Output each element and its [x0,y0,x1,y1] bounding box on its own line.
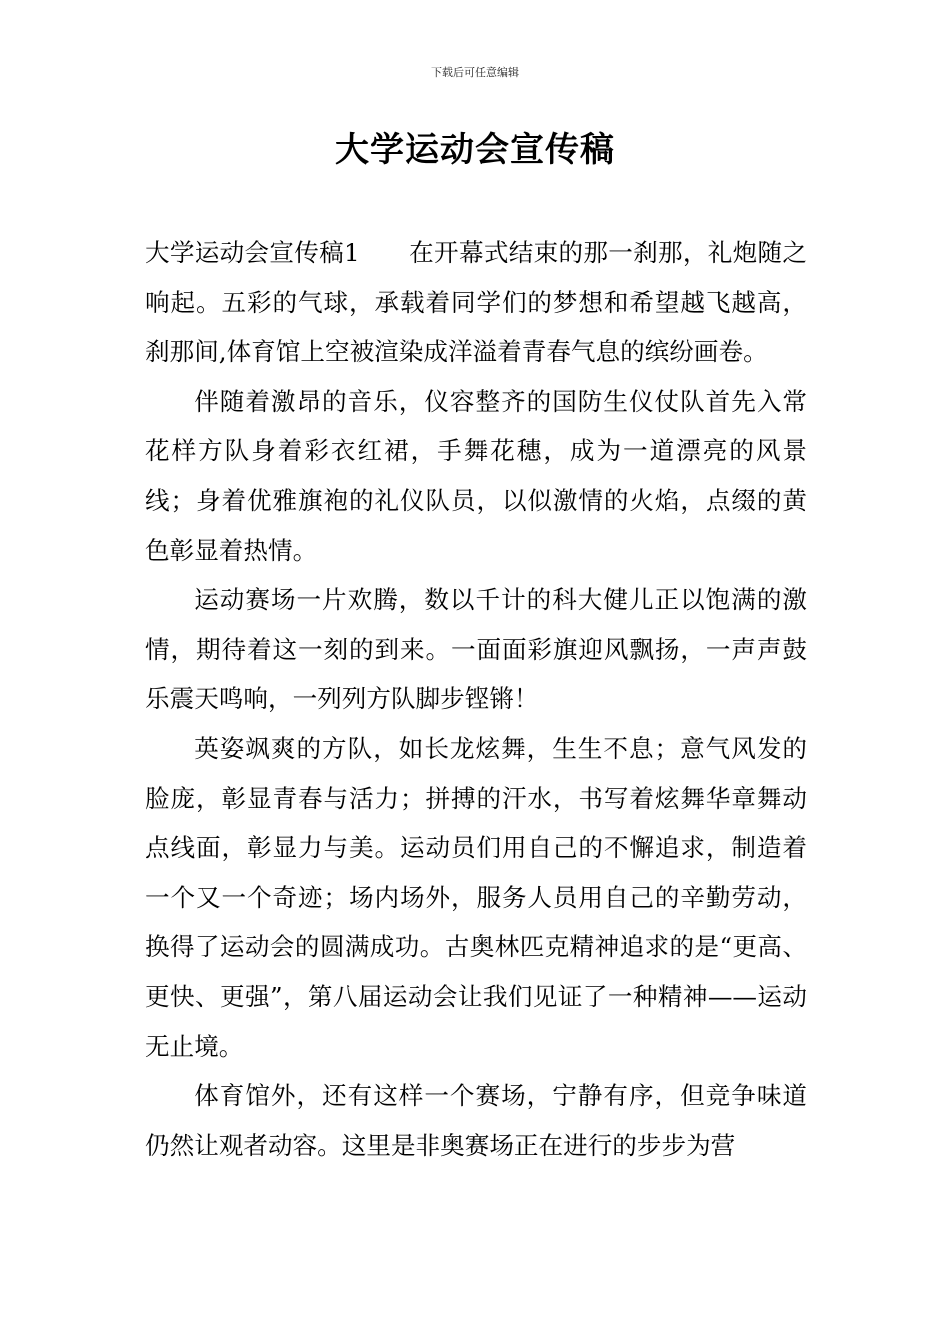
header-note: 下载后可任意编辑 [431,66,519,79]
document-title: 大学运动会宣传稿 [335,130,615,170]
paragraph-1 [145,228,807,377]
document-body [145,228,807,1170]
section-lead-title: 大学运动会宣传稿1 [145,238,360,267]
paragraph-3: 运动赛场一片欢腾，数以千计的科大健儿正以饱满的激情，期待着这一刻的到来。一面面彩旗迎风飘扬，一声声鼓乐震天鸣响，一列列方队脚步铿锵！ [145,585,807,714]
paragraph-1-text: 在开幕式结束的那一刹那，礼炮随之响起。五彩的气球，承载着同学们的梦想和希望越飞越高，刹那间,体育馆上空被渲染成洋溢着青春气息的缤纷画卷。 [145,238,807,367]
paragraph-5: 体育馆外，还有这样一个赛场，宁静有序，但竞争味道仍然让观者动容。这里是非奥赛场正在进行的步步为营 [145,1081,807,1160]
paragraph-4: 英姿飒爽的方队，如长龙炫舞，生生不息；意气风发的脸庞，彰显青春与活力；拼搏的汗水，书写着炫舞华章舞动点线面，彰显力与美。运动员们用自己的不懈追求，制造着一个又一个奇迹；场内场外，服务人员用自己的辛勤劳动，换得了运动会的圆满成功。古奥林匹克精神追求的是“更高、更快、更强”，第八届运动会让我们见证了一种精神——运动无止境。 [145,733,807,1061]
paragraph-2: 伴随着激昂的音乐，仪容整齐的国防生仪仗队首先入常花样方队身着彩衣红裙，手舞花穗，成为一道漂亮的风景线；身着优雅旗袍的礼仪队员，以似激情的火焰，点缀的黄色彰显着热情。 [145,386,807,565]
